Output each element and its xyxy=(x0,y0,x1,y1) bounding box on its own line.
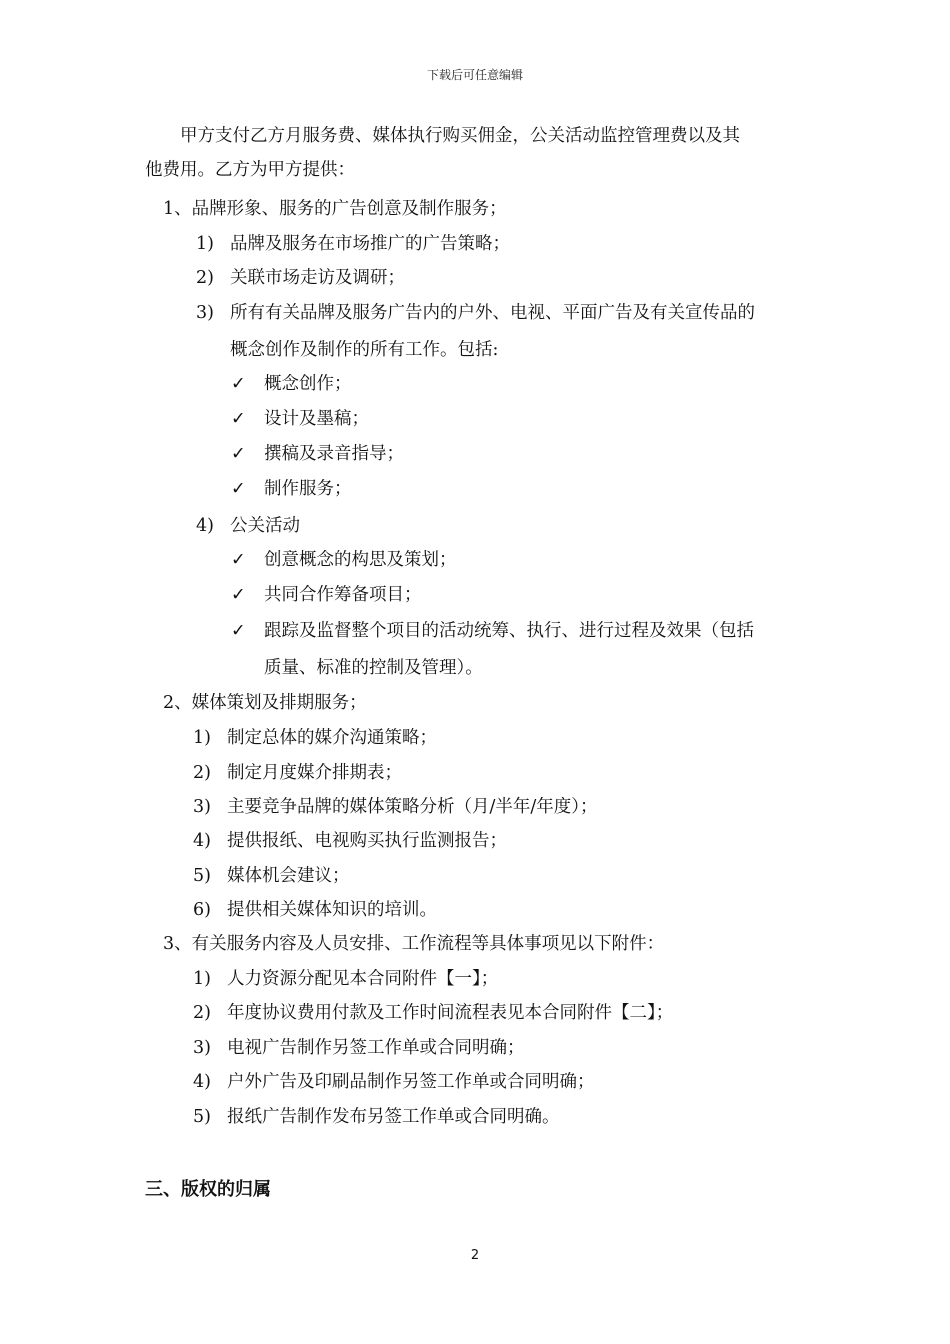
list-item xyxy=(196,514,300,538)
item-text: 关联市场走访及调研； xyxy=(230,268,405,288)
check-item-text: 共同合作筹备项目； xyxy=(264,585,422,605)
list-item xyxy=(193,726,437,750)
list-item xyxy=(193,864,350,888)
checkmark-icon: ✓ xyxy=(231,444,246,464)
item-number: 3) xyxy=(193,797,211,817)
check-item-text: 跟踪及监督整个项目的活动统筹、执行、进行过程及效果（包括 xyxy=(264,621,754,641)
section-2-title: 2、媒体策划及排期服务； xyxy=(163,693,367,713)
checkmark-icon: ✓ xyxy=(231,585,246,605)
item-text: 电视广告制作另签工作单或合同明确； xyxy=(227,1038,525,1058)
list-item xyxy=(196,232,510,256)
list-item xyxy=(193,1105,560,1129)
checkmark-icon: ✓ xyxy=(231,409,246,429)
item-number: 1) xyxy=(196,234,214,254)
list-item xyxy=(193,967,498,991)
list-item xyxy=(193,1036,525,1060)
page-header: 下载后可任意编辑 xyxy=(426,68,523,82)
intro-line-1: 甲方支付乙方月服务费、媒体执行购买佣金，公关活动监控管理费以及其 xyxy=(180,126,740,146)
item-text: 提供相关媒体知识的培训。 xyxy=(227,900,437,920)
list-item xyxy=(193,1001,673,1025)
item-number: 4) xyxy=(193,1072,211,1092)
checkmark-icon: ✓ xyxy=(231,374,246,394)
item-number: 4) xyxy=(196,516,214,536)
item-number: 2) xyxy=(193,1003,211,1023)
item-continuation: 质量、标准的控制及管理）。 xyxy=(264,658,483,678)
item-text: 年度协议费用付款及工作时间流程表见本合同附件【二】； xyxy=(227,1003,674,1023)
item-number: 6) xyxy=(193,900,211,920)
check-item-text: 制作服务； xyxy=(264,479,352,499)
list-item xyxy=(193,795,598,819)
check-item-text: 设计及墨稿； xyxy=(264,409,369,429)
check-item xyxy=(231,442,404,466)
check-item xyxy=(231,548,457,572)
item-text: 报纸广告制作发布另签工作单或合同明确。 xyxy=(227,1107,560,1127)
list-item xyxy=(193,829,507,853)
item-number: 1) xyxy=(193,969,211,989)
checkmark-icon: ✓ xyxy=(231,479,246,499)
list-item xyxy=(193,1070,595,1094)
item-number: 4) xyxy=(193,831,211,851)
checkmark-icon: ✓ xyxy=(231,621,246,641)
item-number: 2) xyxy=(196,268,214,288)
check-item-text: 概念创作； xyxy=(264,374,352,394)
item-number: 2) xyxy=(193,763,211,783)
intro-line-2: 他费用。乙方为甲方提供： xyxy=(145,160,355,180)
item-number: 3) xyxy=(193,1038,211,1058)
check-item xyxy=(231,372,352,396)
check-item-text: 创意概念的构思及策划； xyxy=(264,550,457,570)
check-item xyxy=(231,583,422,607)
section-1-title: 1、品牌形象、服务的广告创意及制作服务； xyxy=(163,199,507,219)
item-number: 3) xyxy=(196,303,214,323)
check-item-text: 撰稿及录音指导； xyxy=(264,444,404,464)
check-item xyxy=(231,477,352,501)
item-text: 人力资源分配见本合同附件【一】； xyxy=(227,969,499,989)
item-text: 户外广告及印刷品制作另签工作单或合同明确； xyxy=(227,1072,595,1092)
item-text: 所有有关品牌及服务广告内的户外、电视、平面广告及有关宣传品的 xyxy=(230,303,755,323)
item-text: 制定总体的媒介沟通策略； xyxy=(227,728,437,748)
page-number: 2 xyxy=(470,1248,480,1263)
item-text: 制定月度媒介排期表； xyxy=(227,763,402,783)
section-heading: 三、版权的归属 xyxy=(145,1179,271,1200)
item-number: 5) xyxy=(193,866,211,886)
item-text: 媒体机会建议； xyxy=(227,866,350,886)
section-3-title: 3、有关服务内容及人员安排、工作流程等具体事项见以下附件： xyxy=(163,934,665,954)
list-item xyxy=(196,301,755,325)
item-text: 主要竞争品牌的媒体策略分析（月/半年/年度）； xyxy=(227,797,598,817)
list-item xyxy=(193,898,437,922)
item-continuation: 概念创作及制作的所有工作。包括: xyxy=(230,340,499,360)
item-text: 品牌及服务在市场推广的广告策略； xyxy=(230,234,510,254)
checkmark-icon: ✓ xyxy=(231,550,246,570)
item-number: 5) xyxy=(193,1107,211,1127)
check-item xyxy=(231,407,369,431)
list-item xyxy=(196,266,405,290)
list-item xyxy=(193,761,402,785)
item-text: 提供报纸、电视购买执行监测报告； xyxy=(227,831,507,851)
item-number: 1) xyxy=(193,728,211,748)
item-text: 公关活动 xyxy=(230,516,300,536)
check-item xyxy=(231,619,754,643)
